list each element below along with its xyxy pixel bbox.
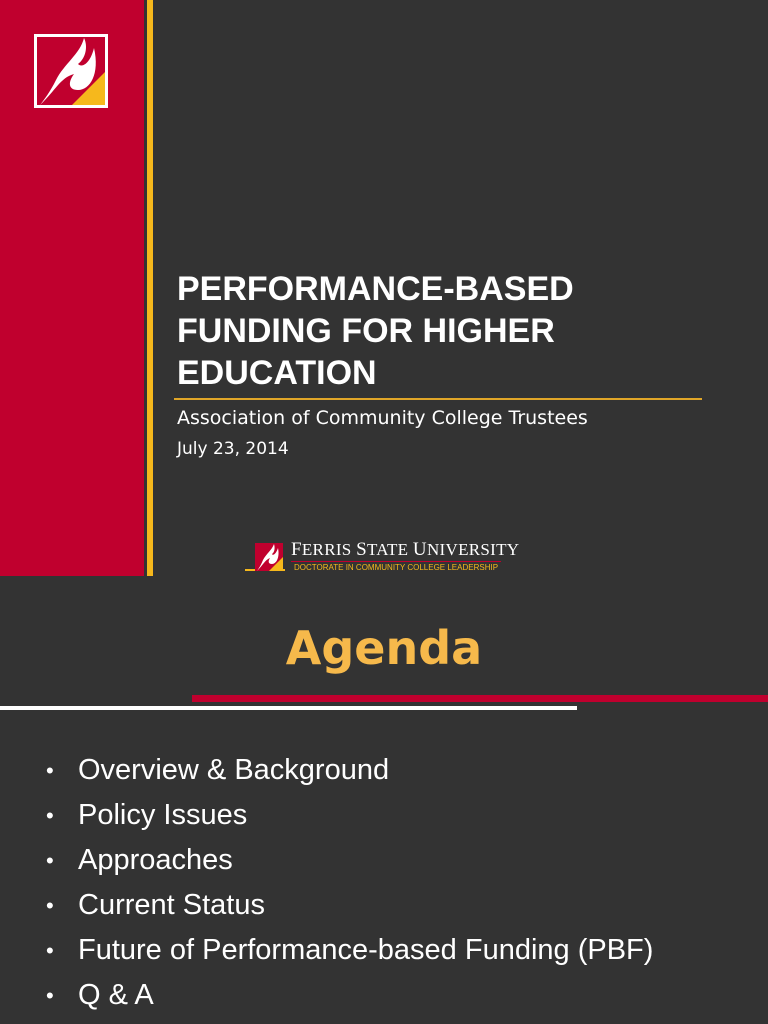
agenda-heading: Agenda xyxy=(285,621,483,675)
presentation-title: PERFORMANCE-BASED FUNDING FOR HIGHER EDUCATION xyxy=(177,270,574,392)
agenda-white-bar xyxy=(0,706,577,710)
agenda-list xyxy=(46,748,653,1018)
ferris-state-logo xyxy=(245,536,525,576)
agenda-slide xyxy=(0,576,768,1024)
bullet-icon: • xyxy=(46,803,54,828)
bullet-icon: • xyxy=(46,758,54,783)
presentation-subtitle: Association of Community College Trustees xyxy=(177,407,588,429)
small-flame-logo-icon xyxy=(255,543,283,571)
university-tagline: DOCTORATE IN COMMUNITY COLLEGE LEADERSHIP xyxy=(291,561,501,573)
flame-logo-icon xyxy=(34,34,108,108)
bullet-icon: • xyxy=(46,938,54,963)
agenda-item: • Overview & Background xyxy=(46,748,653,793)
agenda-item: • Policy Issues xyxy=(46,793,653,838)
bullet-icon: • xyxy=(46,848,54,873)
title-underline xyxy=(174,398,702,400)
agenda-item: • Q & A xyxy=(46,973,653,1018)
bullet-icon: • xyxy=(46,893,54,918)
university-name: FERRIS STATE UNIVERSITY xyxy=(291,539,520,560)
agenda-red-bar xyxy=(192,695,768,702)
agenda-item: • Future of Performance-based Funding (PBF) xyxy=(46,928,653,973)
bullet-icon: • xyxy=(46,983,54,1008)
agenda-item: • Current Status xyxy=(46,883,653,928)
presentation-date: July 23, 2014 xyxy=(177,439,289,459)
agenda-item: • Approaches xyxy=(46,838,653,883)
gold-divider-stripe xyxy=(147,0,153,576)
